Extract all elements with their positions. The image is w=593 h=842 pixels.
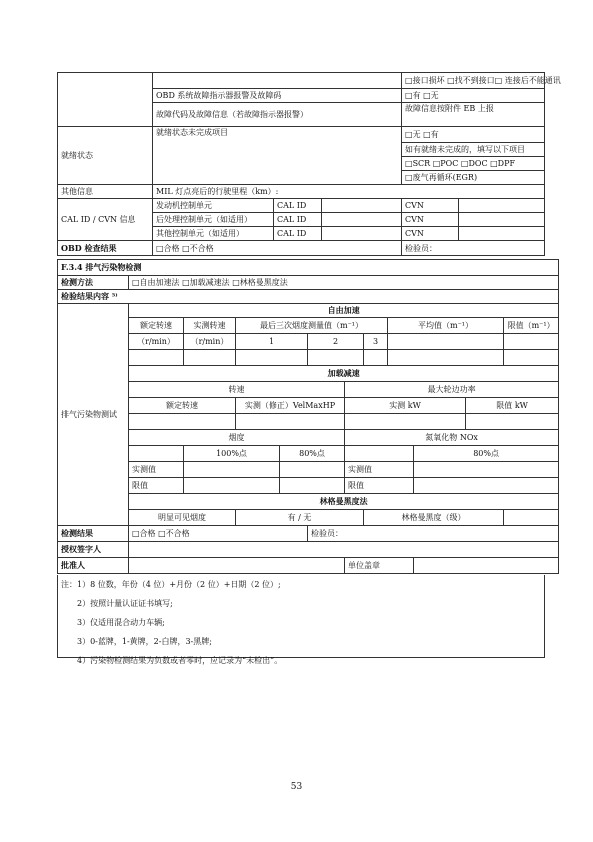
load-decel-title: 加载减速 — [129, 366, 559, 382]
obd-result-label: OBD 检查结果 — [58, 241, 153, 256]
measured-kw-header: 实测 kW — [345, 398, 466, 414]
smoke-header: 烟度 — [129, 430, 345, 446]
mil-alarm-options: □有 □无 — [402, 89, 545, 103]
smoke-100-header: 100%点 — [184, 446, 280, 462]
rpm-unit: （r/min） — [184, 334, 236, 350]
measured-velmaxhp-header: 实测（修正）VelMaxHP — [236, 398, 345, 414]
interface-options: □接口损坏 □找不到接口□ 连接后不能通讯 — [402, 73, 545, 89]
obd-result-options: □合格 □不合格 — [153, 241, 402, 256]
last3-header: 最后三次烟度测量值（m⁻¹） — [236, 318, 388, 334]
cvn-label: CVN — [402, 213, 459, 227]
ready-status-label: 就绪状态 — [58, 127, 153, 185]
note-2: 2）按照计量认证证书填写; — [77, 599, 173, 608]
emission-result-options: □合格 □不合格 — [129, 526, 308, 542]
seal-label: 单位盖章 — [345, 558, 414, 574]
cal-id-label: CAL ID — [274, 213, 322, 227]
ready-egr-option: □废气再循环(EGR) — [402, 171, 545, 185]
cal-cvn-label: CAL ID / CVN 信息 — [58, 199, 153, 241]
visible-smoke-label: 明显可见烟度 — [129, 510, 236, 526]
smoke-80-header: 80%点 — [280, 446, 345, 462]
emission-result-label: 检测结果 — [58, 526, 129, 542]
emission-test-label: 排气污染物测试 — [58, 304, 129, 526]
measure-1-header: 1 — [236, 334, 308, 350]
note-3: 3）仪适用混合动力车辆; — [77, 618, 165, 627]
max-wheel-power-header: 最大轮边功率 — [345, 382, 559, 398]
ready-device-options: □SCR □POC □DOC □DPF — [402, 157, 545, 171]
limit-kw-header: 限值 kW — [466, 398, 559, 414]
ringelmann-title: 林格曼黑度法 — [129, 494, 559, 510]
ready-incomplete-label: 就绪状态未完成项目 — [153, 127, 402, 185]
other-info-label: 其他信息 — [58, 185, 153, 199]
ready-options: □无 □有 — [402, 127, 545, 143]
smoke-limit-label: 限值 — [129, 478, 184, 494]
footnotes — [57, 575, 543, 670]
cvn-label: CVN — [402, 199, 459, 213]
speed-header: 转速 — [129, 382, 345, 398]
measure-2-header: 2 — [308, 334, 364, 350]
visible-smoke-options: 有 / 无 — [236, 510, 364, 526]
signatory-label: 授权签字人 — [58, 542, 129, 558]
page-number: 53 — [290, 782, 303, 792]
rated-speed-header: 额定转速 — [129, 318, 184, 334]
ringelmann-level-label: 林格曼黑度（级） — [364, 510, 504, 526]
method-options: □自由加速法 □加载减速法 □林格曼黑度法 — [129, 276, 559, 290]
note-4: 3）0-蓝牌，1-黄牌，2-白牌，3-黑牌; — [77, 637, 212, 646]
note-1: 注：1）8 位数，年份（4 位）+月份（2 位）+日期（2 位）; — [61, 580, 281, 589]
cal-unit: 后处理控制单元（如适用） — [153, 213, 274, 227]
cal-unit: 发动机控制单元 — [153, 199, 274, 213]
ready-fill-note: 如有就绪未完成的，填写以下项目 — [402, 143, 545, 157]
nox-80-header: 80%点 — [414, 446, 559, 462]
rpm-unit: （r/min） — [129, 334, 184, 350]
limit-header: 限值（m⁻¹） — [504, 318, 559, 334]
mil-mileage-label: MIL 灯点亮后的行驶里程（km）: — [153, 185, 545, 199]
nox-measured-label: 实测值 — [345, 462, 414, 478]
avg-header: 平均值（m⁻¹） — [388, 318, 504, 334]
obd-table — [57, 72, 561, 256]
mil-alarm-label: OBD 系统故障指示器报警及故障码 — [153, 89, 402, 103]
fault-code-value: 故障信息按附件 EB 上报 — [402, 103, 545, 127]
emission-section-title: F.3.4 排气污染物检测 — [58, 260, 559, 276]
cal-unit: 其他控制单元（如适用） — [153, 227, 274, 241]
fault-code-label: 故障代码及故障信息（若故障指示器报警） — [153, 103, 402, 127]
method-label: 检测方法 — [58, 276, 129, 290]
smoke-measured-label: 实测值 — [129, 462, 184, 478]
cal-id-label: CAL ID — [274, 227, 322, 241]
cvn-label: CVN — [402, 227, 459, 241]
free-accel-title: 自由加速 — [129, 304, 559, 318]
nox-limit-label: 限值 — [345, 478, 414, 494]
obd-label-cell — [58, 73, 153, 127]
measure-3-header: 3 — [364, 334, 388, 350]
actual-speed-header: 实测转速 — [184, 318, 236, 334]
emission-inspector: 检验员： — [308, 526, 559, 542]
emission-table — [57, 259, 559, 574]
approver-label: 批准人 — [58, 558, 129, 574]
rated-speed-header: 额定转速 — [129, 398, 236, 414]
obd-inspector: 检验员： — [402, 241, 545, 256]
content-label: 检验结果内容 ⁵⁾ — [58, 290, 559, 304]
nox-header: 氮氧化物 NOx — [345, 430, 559, 446]
note-5: 4）污染物检测结果为负数或者零时，应记录为“未检出”。 — [77, 656, 283, 665]
cal-id-label: CAL ID — [274, 199, 322, 213]
